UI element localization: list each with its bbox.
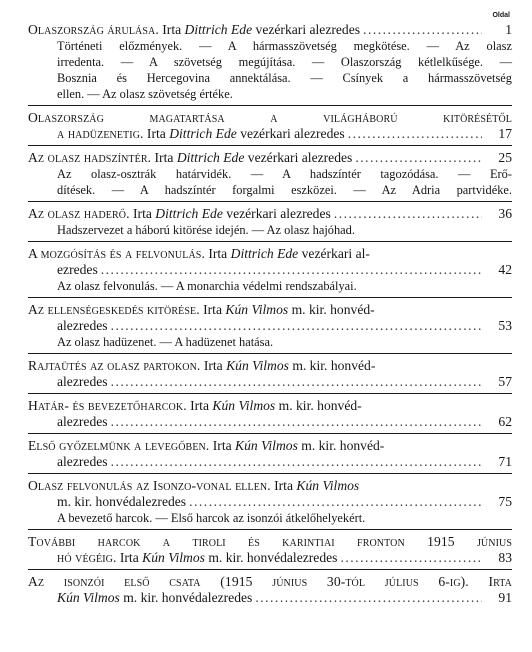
toc-entry[interactable]: Rajtaütés az olasz partokon. Irta Kún Vilmos m. kir. honvéd- alezredes ..... 57 — [28, 354, 512, 394]
toc-entry[interactable]: Első győzelmünk a levegőben. Irta Kún Vilmos m. kir. honvéd- alezredes ..... 71 — [28, 434, 512, 474]
dot-leader — [98, 262, 482, 278]
entry-title: További harcok a tiroli és karintiai fronton 1915 június — [28, 534, 512, 549]
entry-title: Olasz felvonulás az Isonzo-vonal ellen. — [28, 478, 271, 493]
entry-title: Olaszország árulása. — [28, 22, 159, 37]
entry-author: Kún Vilmos — [296, 478, 360, 493]
entry-description: Az olasz-osztrák határvidék. — A hadszíntér tagozódása. — Erő- dítések. — A hadszíntér forgalmi eszközei. — Az Adria partvidéke. — [57, 167, 512, 197]
entry-title: Rajtaütés az olasz partokon. — [28, 358, 201, 373]
entry-description: Hadszervezet a háború kitörése idején. — Az olasz hajóhad. — [57, 223, 355, 237]
entry-title: Az olasz haderő. — [28, 206, 130, 221]
dot-leader — [360, 22, 482, 38]
dot-leader — [352, 150, 482, 166]
toc-entry[interactable]: Olasz felvonulás az Isonzo-vonal ellen. Irta Kún Vilmos m. kir. honvédalezredes ..... 75 A bevezető harcok. — Első harcok az isonzói átkelőhelyekért. — [28, 474, 512, 530]
dot-leader — [186, 494, 482, 510]
dot-leader — [108, 374, 482, 390]
page-number: 62 — [498, 414, 512, 429]
toc-entry[interactable]: Az ellenségeskedés kitörése. Irta Kún Vilmos m. kir. honvéd- alezredes ..... 53 Az olasz hadüzenet. — A hadüzenet hatása. — [28, 298, 512, 354]
page-number: 83 — [498, 550, 512, 565]
entry-author: Dittrich Ede — [184, 22, 253, 37]
entry-author: Kún Vilmos — [212, 398, 276, 413]
entry-author: Dittrich Ede — [176, 150, 245, 165]
page-column-header: Oldal — [492, 12, 510, 19]
page-number: 25 — [498, 150, 512, 165]
page-number: 1 — [505, 22, 512, 37]
entry-description: Történeti előzmények. — A hármasszövetség megkötése. — Az olasz irredenta. — A szövetség megújítása. — Olaszország kétlelkűsége. — Bosznia és Hercegovina annektálása. — Csínyek a hármasszövetség ellen. — Az olasz szövetség értéke. — [57, 39, 512, 101]
page-number: 17 — [498, 126, 512, 141]
entry-author: Kún Vilmos — [226, 358, 289, 373]
toc-entry[interactable]: Az olasz hadszíntér. Irta Dittrich Ede vezérkari alezredes ..... 25 Az olasz-osztrák határvidék. — A hadszíntér tagozódása. — Erő- dítések. — A hadszíntér forgalmi eszközei. — Az Adria partvidéke. — [28, 146, 512, 202]
entry-title: Az olasz hadszíntér. — [28, 150, 152, 165]
entry-title: Az isonzói első csata (1915 június 30-tól július 6-ig). Irta — [28, 574, 512, 589]
entry-title: Határ- és bevezetőharcok. — [28, 398, 187, 413]
dot-leader — [108, 454, 482, 470]
entry-title: Első győzelmünk a levegőben. — [28, 438, 210, 453]
entry-author: Kún Vilmos — [142, 550, 205, 565]
entry-author: Kún Vilmos — [57, 590, 120, 605]
page-number: 53 — [498, 318, 512, 333]
page-number: 91 — [498, 590, 512, 605]
page-number: 75 — [498, 494, 512, 509]
entry-author: Kún Vilmos — [225, 302, 289, 317]
dot-leader — [337, 550, 482, 566]
dot-leader — [331, 206, 482, 222]
toc-entry[interactable]: A mozgósítás és a felvonulás. Irta Dittrich Ede vezérkari al- ezredes ..... 42 Az olasz felvonulás. — A monarchia védelmi rendszabályai. — [28, 242, 512, 298]
entry-title: A mozgósítás és a felvonulás. — [28, 246, 205, 261]
toc-entry[interactable]: Az olasz haderő. Irta Dittrich Ede vezérkari alezredes ..... 36 Hadszervezet a háború kitörése idején. — Az olasz hajóhad. — [28, 202, 512, 242]
page-number: 42 — [498, 262, 512, 277]
toc-entry[interactable]: Olaszország magatartása a világháború kitörésétől a hadüzenetig. Irta Dittrich Ede vezérkari alezredes ..... 17 — [28, 106, 512, 146]
dot-leader — [108, 414, 482, 430]
table-of-contents — [28, 22, 512, 609]
toc-entry[interactable]: További harcok a tiroli és karintiai fronton 1915 június hó végéig. Irta Kún Vilmos m. kir. honvédalezredes ..... 83 — [28, 530, 512, 570]
toc-entry[interactable]: Olaszország árulása. Irta Dittrich Ede vezérkari alezredes ..... 1 Történeti előzmények. — A hármasszövetség megkötése. — Az olasz irredenta. — A szövetség megújítása. — Olaszország kétlelkűsége. — Bosznia és Hercegovina annektálása. — Csínyek a hármasszövetség ellen. — Az olasz szövetség értéke. — [28, 22, 512, 106]
entry-description: A bevezető harcok. — Első harcok az isonzói átkelőhelyekért. — [57, 511, 366, 525]
dot-leader — [345, 126, 482, 142]
entry-title: Az ellenségeskedés kitörése. — [28, 302, 200, 317]
entry-description: Az olasz felvonulás. — A monarchia védelmi rendszabályai. — [57, 279, 357, 293]
entry-author: Dittrich Ede — [169, 126, 237, 141]
entry-title: Olaszország magatartása a világháború kitörésétől — [28, 110, 512, 125]
page-number: 36 — [498, 206, 512, 221]
toc-entry[interactable]: Az isonzói első csata (1915 június 30-tól július 6-ig). Irta Kún Vilmos m. kir. honvédalezredes ..... 91 — [28, 570, 512, 609]
entry-author: Kún Vilmos — [235, 438, 298, 453]
page-number: 71 — [498, 454, 512, 469]
entry-description: Az olasz hadüzenet. — A hadüzenet hatása. — [57, 335, 274, 349]
dot-leader — [252, 590, 482, 606]
page-number: 57 — [498, 374, 512, 389]
entry-author: Dittrich Ede — [230, 246, 299, 261]
toc-entry[interactable]: Határ- és bevezetőharcok. Irta Kún Vilmos m. kir. honvéd- alezredes ..... 62 — [28, 394, 512, 434]
dot-leader — [108, 318, 482, 334]
entry-author: Dittrich Ede — [155, 206, 223, 221]
